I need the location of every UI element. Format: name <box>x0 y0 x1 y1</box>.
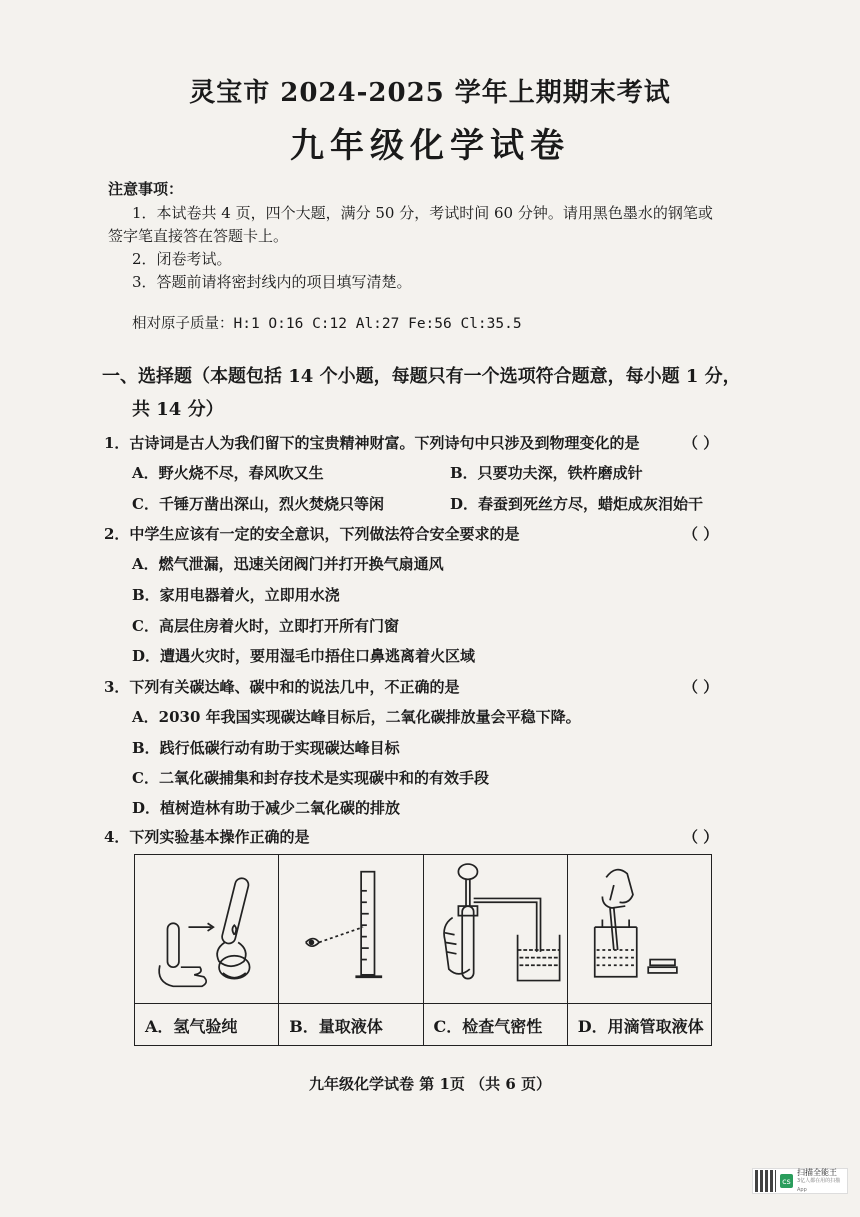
question-2: 2．中学生应该有一定的安全意识，下列做法符合安全要求的是 <box>104 525 520 543</box>
q3-option-a: A．2030 年我国实现碳达峰目标后，二氧化碳排放量会平稳下降。 <box>132 708 581 726</box>
note-1-cont: 签字笔直接答在答题卡上。 <box>108 227 289 245</box>
q2-option-c: C．高层住房着火时，立即打开所有门窗 <box>132 617 399 635</box>
q1-option-d: D．春蚕到死丝方尽，蜡炬成灰泪始干 <box>450 495 704 513</box>
q1-option-a: A．野火烧不尽，春风吹又生 <box>132 464 324 482</box>
answer-bracket-3: （ ） <box>683 678 719 696</box>
figure-cell-a <box>135 855 279 1045</box>
question-4: 4．下列实验基本操作正确的是 <box>104 828 310 846</box>
q2-option-a: A．燃气泄漏，迅速关闭阀门并打开换气扇通风 <box>132 555 444 573</box>
q3-option-d: D．植树造林有助于减少二氧化碳的排放 <box>132 799 401 817</box>
question-1: 1．古诗词是古人为我们留下的宝贵精神财富。下列诗句中只涉及到物理变化的是 <box>104 434 640 452</box>
exam-subtitle: 九年级化学试卷 <box>290 126 570 166</box>
q4-figure-table <box>134 854 712 1046</box>
answer-bracket-4: （ ） <box>683 828 719 846</box>
q2-option-b: B．家用电器着火，立即用水浇 <box>132 586 340 604</box>
scanner-slogan: 3亿人都在用的扫描App <box>797 1177 841 1193</box>
answer-bracket-2: （ ） <box>683 525 719 543</box>
q1-option-b: B．只要功夫深，铁杵磨成针 <box>450 464 643 482</box>
caption-d: D．用滴管取液体 <box>568 1003 711 1046</box>
section-heading-cont: 共 14 分） <box>132 399 224 420</box>
notes-heading: 注意事项： <box>108 180 184 198</box>
exam-title: 灵宝市 2024-2025 学年上期期末考试 <box>189 78 671 108</box>
figure-cell-c <box>424 855 568 1045</box>
q1-option-c: C．千锤万凿出深山，烈火焚烧只等闲 <box>132 495 384 513</box>
graduated-cylinder-illustration <box>279 855 422 1003</box>
page-footer: 九年级化学试卷 第 1页 （共 6 页） <box>309 1075 551 1093</box>
caption-c: C．检查气密性 <box>424 1003 567 1046</box>
atomic-mass: 相对原子质量：H:1 O:16 C:12 Al:27 Fe:56 Cl:35.5 <box>132 316 522 332</box>
caption-a: A．氢气验纯 <box>135 1003 278 1046</box>
dropper-illustration <box>568 855 711 1003</box>
question-3: 3．下列有关碳达峰、碳中和的说法几中，不正确的是 <box>104 678 460 696</box>
airtightness-illustration <box>424 855 567 1003</box>
q3-option-b: B．践行低碳行动有助于实现碳达峰目标 <box>132 739 400 757</box>
caption-b: B．量取液体 <box>279 1003 422 1046</box>
scanner-app-name <box>797 1168 847 1195</box>
answer-bracket-1: （ ） <box>683 434 719 452</box>
figure-cell-d <box>568 855 711 1045</box>
scanner-name: 扫描全能王 <box>797 1167 837 1177</box>
note-2: 2．闭卷考试。 <box>132 250 232 268</box>
qr-code-icon <box>755 1170 776 1192</box>
scanner-badge <box>752 1168 848 1194</box>
note-1: 1．本试卷共 4 页，四个大题，满分 50 分，考试时间 60 分钟。请用黑色墨水的钢笔或 <box>132 204 713 222</box>
q3-option-c: C．二氧化碳捕集和封存技术是实现碳中和的有效手段 <box>132 769 489 787</box>
section-heading: 一、选择题（本题包括 14 个小题，每题只有一个选项符合题意，每小题 1 分， <box>102 366 741 387</box>
camscanner-logo-icon: cs <box>780 1174 793 1188</box>
hydrogen-test-illustration <box>135 855 278 1003</box>
note-3: 3．答题前请将密封线内的项目填写清楚。 <box>132 273 412 291</box>
q2-option-d: D．遭遇火灾时，要用湿毛巾捂住口鼻逃离着火区域 <box>132 647 476 665</box>
figure-cell-b <box>279 855 423 1045</box>
